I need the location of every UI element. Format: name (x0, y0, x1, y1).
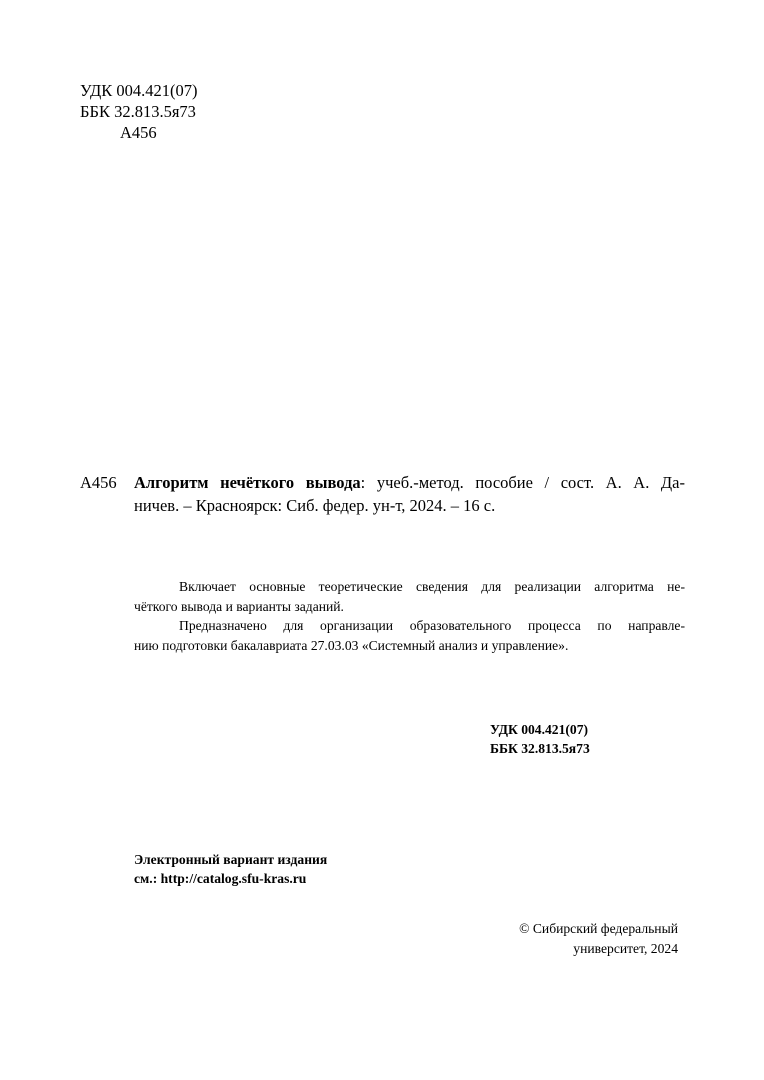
copyright-line-2: университет, 2024 (573, 940, 678, 956)
biblio-line-1 (134, 471, 685, 494)
udk-code: УДК 004.421(07) (80, 81, 198, 100)
biblio-line-2: ничев. – Красноярск: Сиб. федер. ун-т, 2024. – 16 с. (134, 496, 496, 515)
annotation (134, 577, 685, 655)
udk-code-bold: УДК 004.421(07) (490, 722, 589, 737)
annotation-p2-line1: Предназначено для организации образовательного процесса по направле- (179, 618, 685, 634)
book-title: Алгоритм нечёткого вывода (134, 473, 361, 492)
classification-footer (490, 720, 590, 758)
biblio-author-code: А456 (80, 473, 117, 492)
annotation-p2-line2: нию подготовки бакалавриата 27.03.03 «Системный анализ и управление». (134, 637, 569, 653)
classification-header (80, 80, 198, 143)
bibliographic-record (80, 471, 685, 517)
electronic-version-label: Электронный вариант издания (134, 852, 328, 867)
copyright-line-1: © Сибирский федеральный (519, 921, 678, 936)
annotation-p1-line2: чёткого вывода и варианты заданий. (134, 598, 344, 614)
biblio-description: : учеб.-метод. пособие / сост. А. А. Да- (360, 473, 685, 492)
annotation-p1-line1: Включает основные теоретические сведения для реализации алгоритма не- (179, 579, 685, 594)
catalog-link: см.: http://catalog.sfu-kras.ru (134, 871, 307, 886)
bbk-code: ББК 32.813.5я73 (80, 102, 196, 121)
copyright-notice (470, 919, 678, 958)
electronic-version-note (134, 850, 327, 888)
bbk-code-bold: ББК 32.813.5я73 (490, 741, 590, 756)
author-code: А456 (120, 123, 157, 142)
